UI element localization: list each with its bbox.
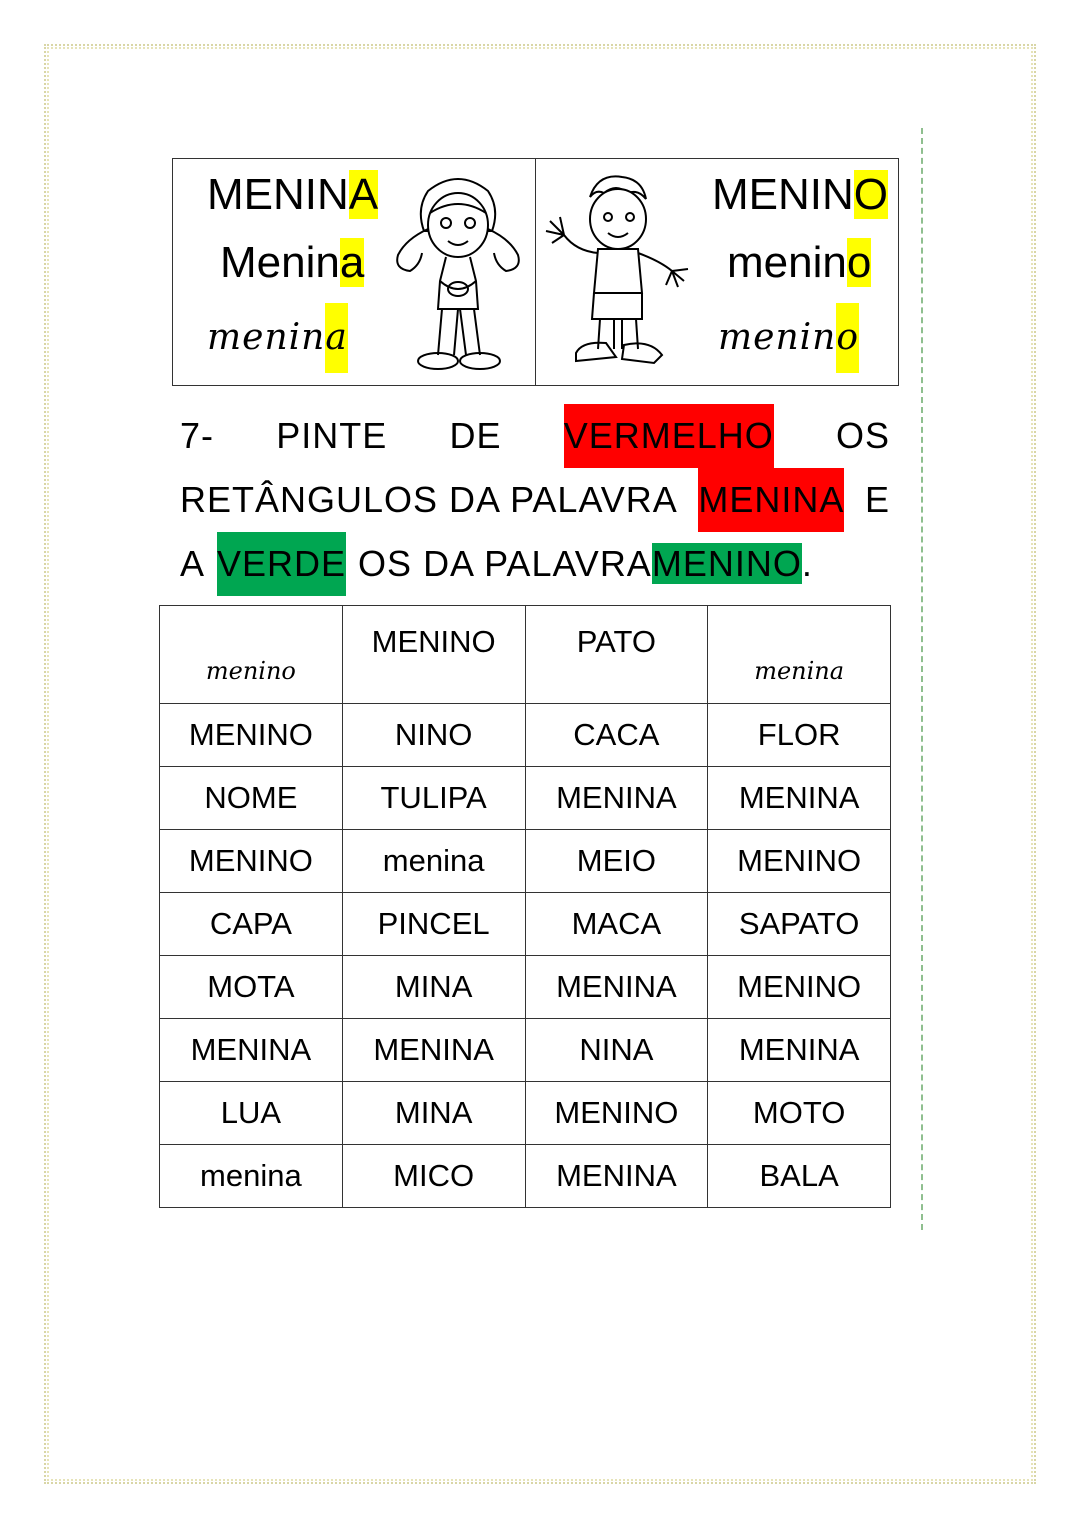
word-cell[interactable]: MENINO <box>708 830 891 893</box>
word-cell[interactable]: MENINA <box>708 767 891 830</box>
instruction-line-3 <box>180 532 890 596</box>
word-ending: a <box>325 303 347 373</box>
word-stem: Menin <box>220 238 340 287</box>
green-target-word: MENINO <box>651 543 802 584</box>
word-cell[interactable]: menino <box>160 606 343 704</box>
boy-panel <box>536 159 898 385</box>
table-row <box>160 1082 891 1145</box>
word-cell[interactable]: MENINO <box>708 956 891 1019</box>
instruction-word: OS <box>835 415 890 456</box>
word-cell[interactable]: BALA <box>708 1145 891 1208</box>
table-row <box>160 830 891 893</box>
word-cell[interactable]: PATO <box>525 606 708 704</box>
boy-word-upper <box>712 167 888 223</box>
instruction-word: A <box>180 543 206 584</box>
instruction-line-1 <box>180 404 890 468</box>
girl-word-cursive <box>207 303 348 373</box>
instruction-word: E <box>864 479 890 520</box>
word-ending: o <box>836 303 859 373</box>
girl-illustration <box>388 169 528 377</box>
table-row <box>160 893 891 956</box>
word-ending: a <box>339 238 365 287</box>
table-row <box>160 956 891 1019</box>
word-cell[interactable]: MENINO <box>160 704 343 767</box>
table-row <box>160 606 891 704</box>
word-cell[interactable]: NINA <box>525 1019 708 1082</box>
word-cell[interactable]: FLOR <box>708 704 891 767</box>
word-ending: A <box>348 170 379 219</box>
word-cell[interactable]: CAPA <box>160 893 343 956</box>
table-row <box>160 704 891 767</box>
word-cell[interactable]: MEIO <box>525 830 708 893</box>
intro-box <box>172 158 899 386</box>
period: . <box>801 543 813 584</box>
word-cell[interactable]: MOTO <box>708 1082 891 1145</box>
word-cell[interactable]: MENINA <box>525 1145 708 1208</box>
word-cell[interactable]: MENINO <box>342 606 525 704</box>
word-cell[interactable]: MENINO <box>160 830 343 893</box>
red-target-word: MENINA <box>698 468 844 532</box>
girl-word-title <box>220 235 364 291</box>
word-cell[interactable]: CACA <box>525 704 708 767</box>
instruction-text <box>180 404 890 596</box>
word-cell[interactable]: NOME <box>160 767 343 830</box>
words-table <box>159 605 891 1208</box>
instruction-word: RETÂNGULOS DA PALAVRA <box>180 479 678 520</box>
word-cell[interactable]: MENINA <box>708 1019 891 1082</box>
instruction-word: PINTE <box>276 415 388 456</box>
boy-word-lower <box>727 235 871 291</box>
boy-illustration <box>542 169 692 375</box>
word-cell[interactable]: NINO <box>342 704 525 767</box>
word-cell[interactable]: menina <box>160 1145 343 1208</box>
word-cell[interactable]: menina <box>342 830 525 893</box>
word-cell[interactable]: MENINA <box>525 956 708 1019</box>
margin-line <box>921 128 923 1230</box>
word-stem: menin <box>718 317 837 358</box>
exercise-number: 7- <box>180 415 215 456</box>
table-row <box>160 767 891 830</box>
instruction-word: OS DA PALAVRA <box>358 543 652 584</box>
word-cell[interactable]: MACA <box>525 893 708 956</box>
girl-word-upper <box>207 167 378 223</box>
boy-word-cursive <box>718 303 859 373</box>
instruction-word: DE <box>449 415 502 456</box>
word-stem: menin <box>207 317 326 358</box>
word-cell[interactable]: MENINA <box>342 1019 525 1082</box>
table-row <box>160 1019 891 1082</box>
girl-panel <box>173 159 536 385</box>
word-cell[interactable]: MINA <box>342 1082 525 1145</box>
green-color-word: VERDE <box>217 532 346 596</box>
word-cell[interactable]: SAPATO <box>708 893 891 956</box>
table-row <box>160 1145 891 1208</box>
word-cell[interactable]: MOTA <box>160 956 343 1019</box>
instruction-line-2 <box>180 468 890 532</box>
red-color-word: VERMELHO <box>564 404 774 468</box>
word-cell[interactable]: menina <box>708 606 891 704</box>
word-ending: O <box>853 170 889 219</box>
word-cell[interactable]: MENINA <box>160 1019 343 1082</box>
word-cell[interactable]: MICO <box>342 1145 525 1208</box>
word-cell[interactable]: MINA <box>342 956 525 1019</box>
word-cell[interactable]: PINCEL <box>342 893 525 956</box>
word-cell[interactable]: TULIPA <box>342 767 525 830</box>
word-cell[interactable]: LUA <box>160 1082 343 1145</box>
word-cell[interactable]: MENINA <box>525 767 708 830</box>
word-stem: MENIN <box>712 170 854 219</box>
word-ending: o <box>846 238 872 287</box>
word-cell[interactable]: MENINO <box>525 1082 708 1145</box>
word-stem: MENIN <box>207 170 349 219</box>
word-stem: menin <box>727 238 847 287</box>
